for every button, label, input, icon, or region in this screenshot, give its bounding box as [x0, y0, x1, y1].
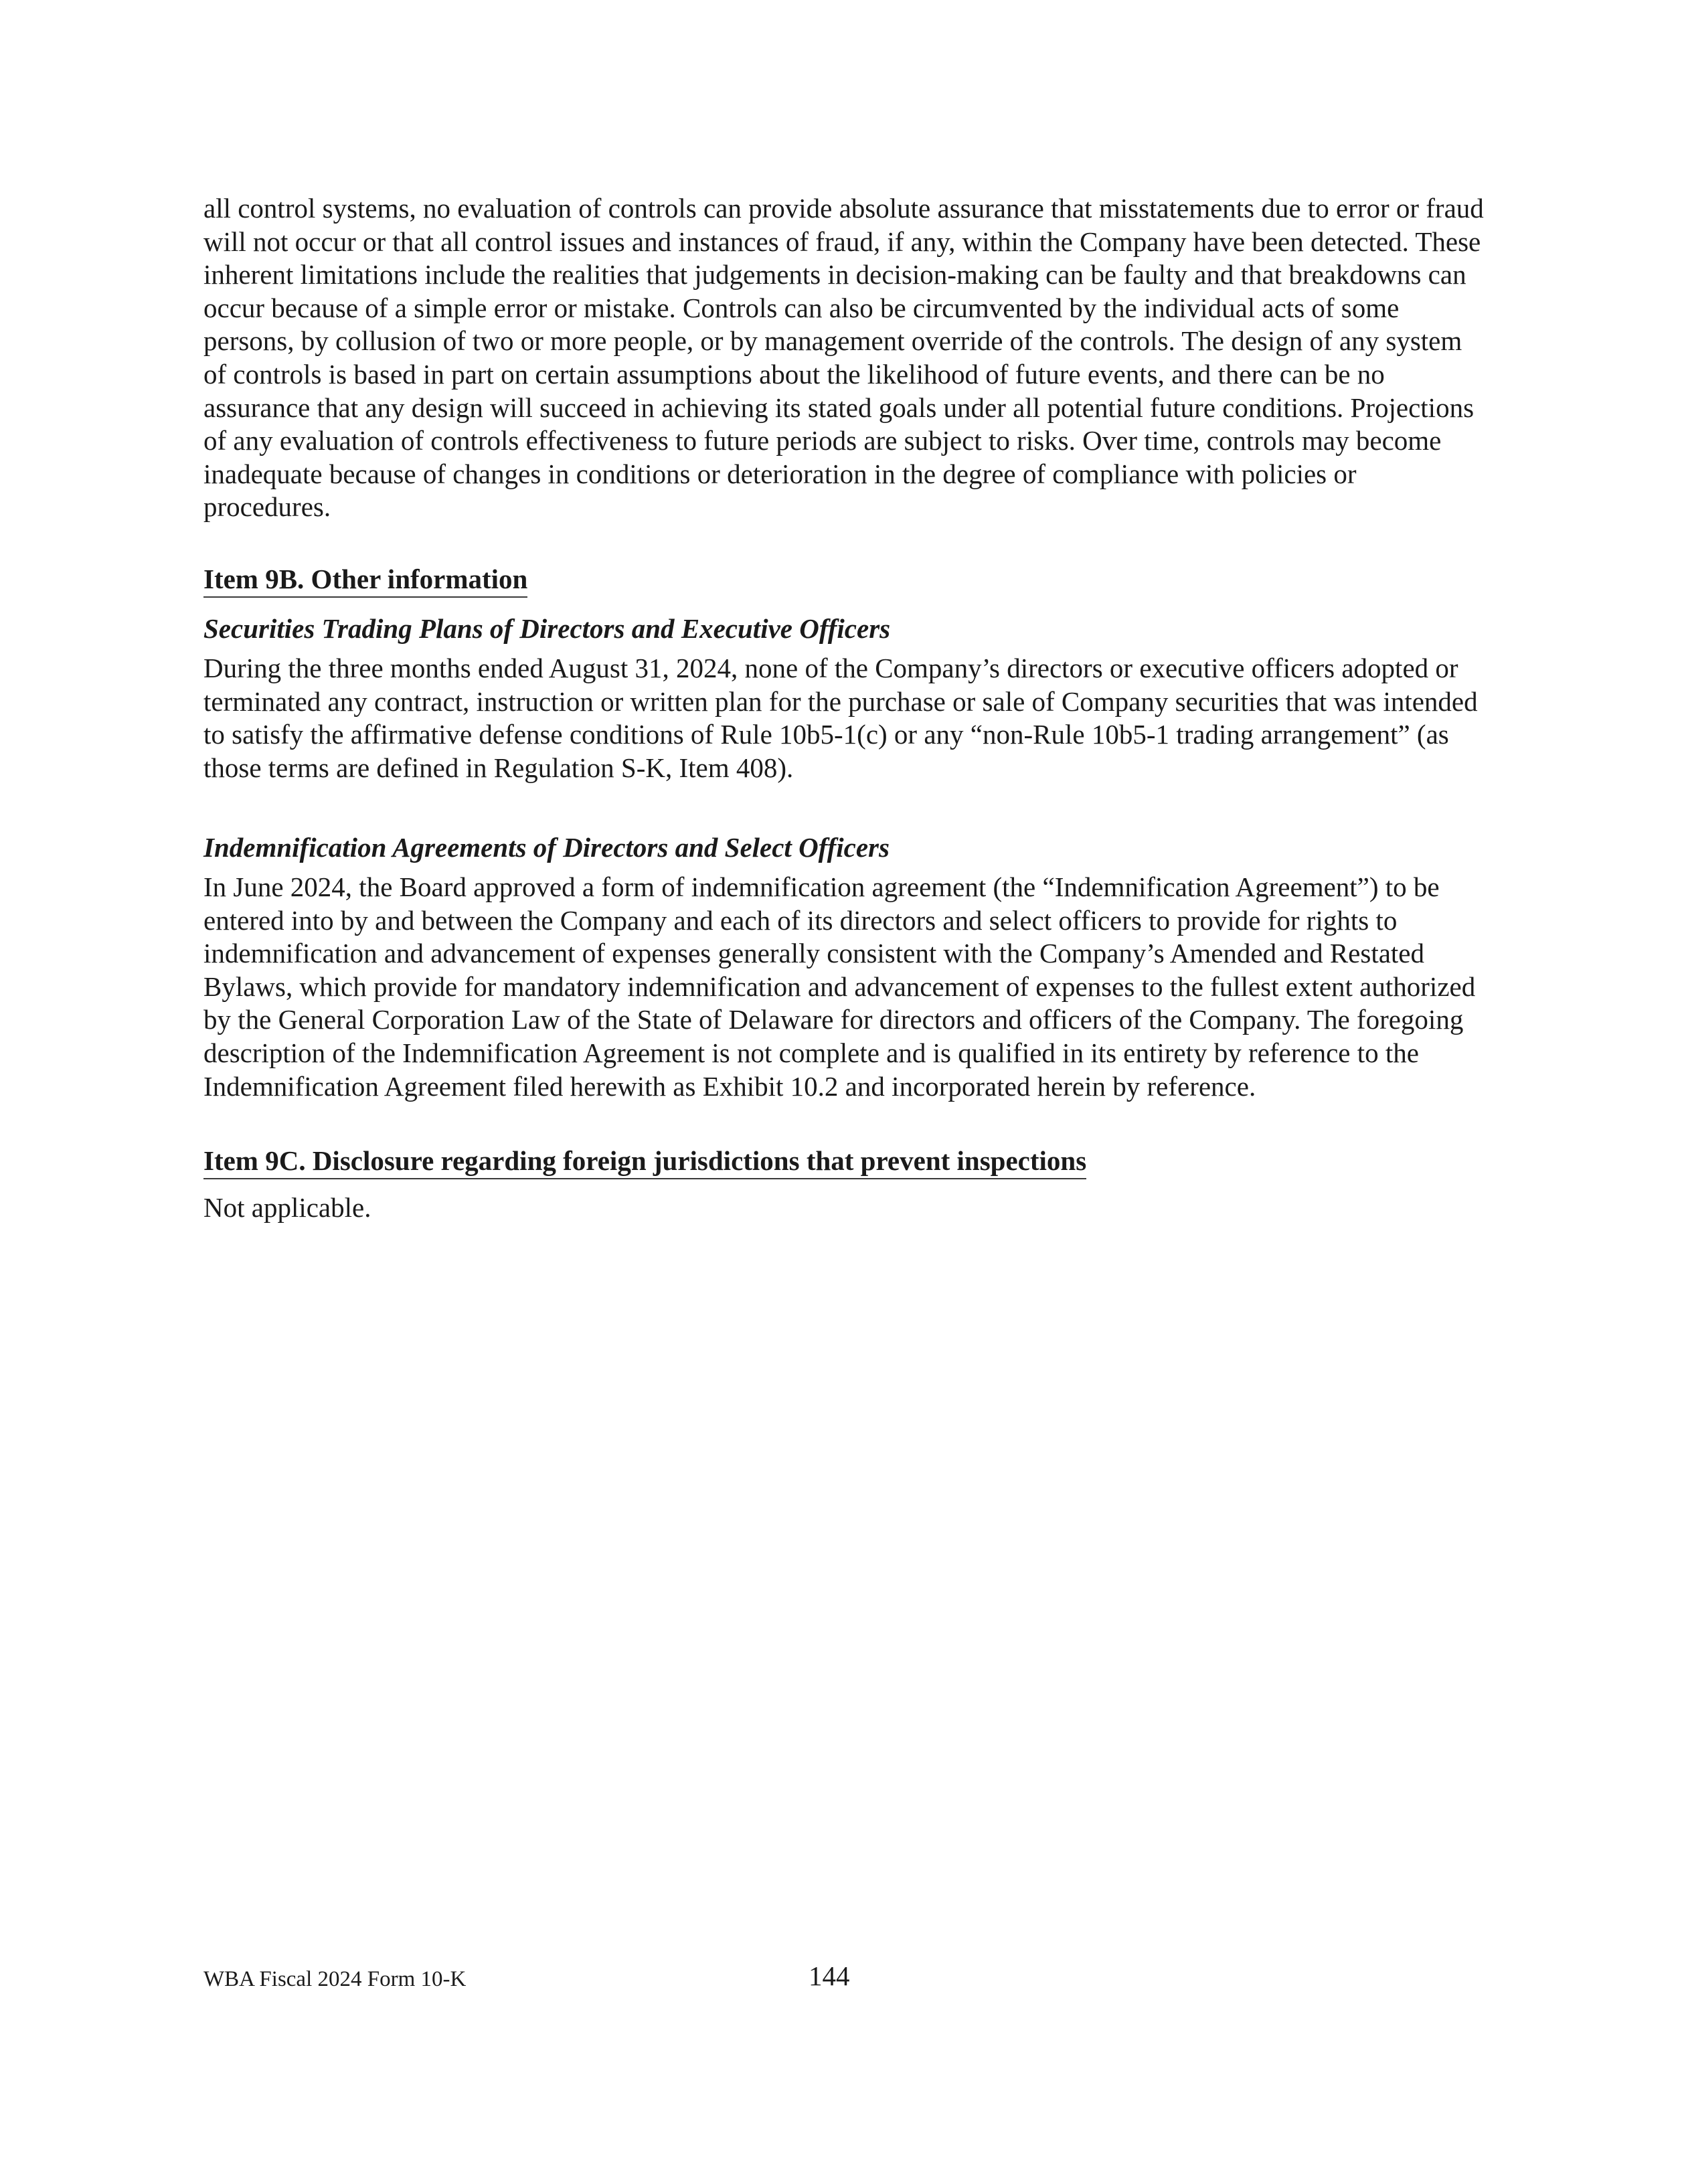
- item-9b-section: [203, 563, 1489, 1103]
- document-body: [203, 192, 1489, 1224]
- item-9c-heading: Item 9C. Disclosure regarding foreign jurisdictions that prevent inspections: [203, 1145, 1086, 1179]
- indemnification-agreements-title: Indemnification Agreements of Directors and Select Officers: [203, 831, 890, 863]
- securities-trading-plans-title: Securities Trading Plans of Directors and Executive Officers: [203, 612, 891, 644]
- indemnification-agreements-body: In June 2024, the Board approved a form of indemnification agreement (the “Indemnification Agreement”) to be entered into by and between the Company and each of its directors and select officers to provide for rights to indemnification and advancement of expenses generally consistent with the Company’s Amended and Restated Bylaws, which provide for mandatory indemnification and advancement of expenses to the fullest extent authorized by the General Corporation Law of the State of Delaware for directors and officers of the Company. The foregoing description of the Indemnification Agreement is not complete and is qualified in its entirety by reference to the Indemnification Agreement filed herewith as Exhibit 10.2 and incorporated herein by reference.: [203, 871, 1476, 1102]
- item-9b-heading: Item 9B. Other information: [203, 563, 527, 598]
- footer-document-label: WBA Fiscal 2024 Form 10-K: [203, 1967, 467, 1991]
- page-number: 144: [809, 1960, 850, 1991]
- securities-trading-plans-body: During the three months ended August 31, 2024, none of the Company’s directors or executive officers adopted or terminated any contract, instruction or written plan for the purchase or sale of Company securities that was intended to satisfy the affirmative defense conditions of Rule 10b5-1(c) or any “non-Rule 10b5-1 trading arrangement” (as those terms are defined in Regulation S-K, Item 408).: [203, 653, 1478, 783]
- intro-paragraph: all control systems, no evaluation of controls can provide absolute assurance that misstatements due to error or fraud will not occur or that all control issues and instances of fraud, if any, within the Company have been detected. These inherent limitations include the realities that judgements in decision-making can be faulty and that breakdowns can occur because of a simple error or mistake. Controls can also be circumvented by the individual acts of some persons, by collusion of two or more people, or by management override of the controls. The design of any system of controls is based in part on certain assumptions about the likelihood of future events, and there can be no assurance that any design will succeed in achieving its stated goals under all potential future conditions. Projections of any evaluation of controls effectiveness to future periods are subject to risks. Over time, controls may become inadequate because of changes in conditions or deterioration in the degree of compliance with policies or procedures.: [203, 193, 1484, 523]
- item-9c-section: [203, 1145, 1489, 1224]
- item-9c-body: Not applicable.: [203, 1191, 371, 1223]
